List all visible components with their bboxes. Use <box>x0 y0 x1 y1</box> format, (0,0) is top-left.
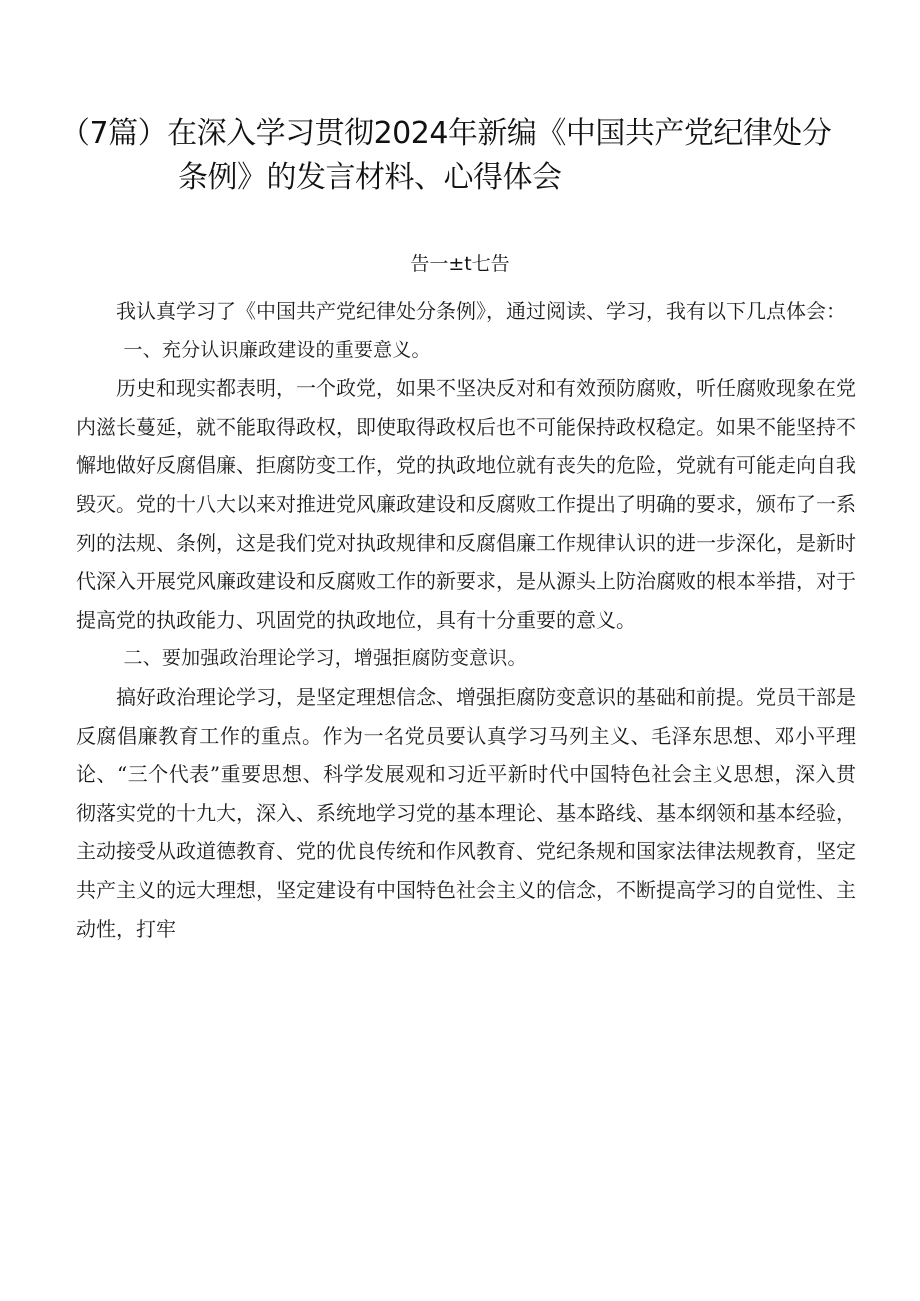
document-subtitle: 告一±t七告 <box>410 253 510 275</box>
title-line-2: 条例》的发言材料、心得体会 <box>178 160 562 195</box>
document-title <box>60 112 860 200</box>
section-heading-1: 一、充分认识廉政建设的重要意义。 <box>123 338 431 361</box>
body-paragraph: 搞好政治理论学习，是坚定理想信念、增强拒腐防变意识的基础和前提。党员干部是反腐倡廉教育工作的重点。作为一名党员要认真学习马列主义、毛泽东思想、邓小平理论、“三个代表”重要思想、科学发展观和习近平新时代中国特色社会主义思想，深入贯彻落实党的十九大，深入、系统地学习党的基本理论、基本路线、基本纲领和基本经验，主动接受从政道德教育、党的优良传统和作风教育、党纪条规和国家法律法规教育，坚定共产主义的远大理想，坚定建设有中国特色社会主义的信念，不断提高学习的自觉性、主动性，打牢 <box>76 684 856 941</box>
title-line-1: （7篇）在深入学习贯彻2024年新编《中国共产党纪律处分 <box>60 116 832 151</box>
section-heading-2: 二、要加强政治理论学习，增强拒腐防变意识。 <box>123 647 527 670</box>
document-body <box>76 292 856 948</box>
body-paragraph: 历史和现实都表明，一个政党，如果不坚决反对和有效预防腐败，听任腐败现象在党内滋长蔓延，就不能取得政权，即使取得政权后也不可能保持政权稳定。如果不能坚持不懈地做好反腐倡廉、拒腐防变工作，党的执政地位就有丧失的危险，党就有可能走向自我毁灭。党的十八大以来对推进党风廉政建设和反腐败工作提出了明确的要求，颁布了一系列的法规、条例，这是我们党对执政规律和反腐倡廉工作规律认识的进一步深化，是新时代深入开展党风廉政建设和反腐败工作的新要求，是从源头上防治腐败的根本举措，对于提高党的执政能力、巩固党的执政地位，具有十分重要的意义。 <box>76 376 856 632</box>
body-paragraph: 我认真学习了《中国共产党纪律处分条例》，通过阅读、学习，我有以下几点体会： <box>116 299 846 323</box>
